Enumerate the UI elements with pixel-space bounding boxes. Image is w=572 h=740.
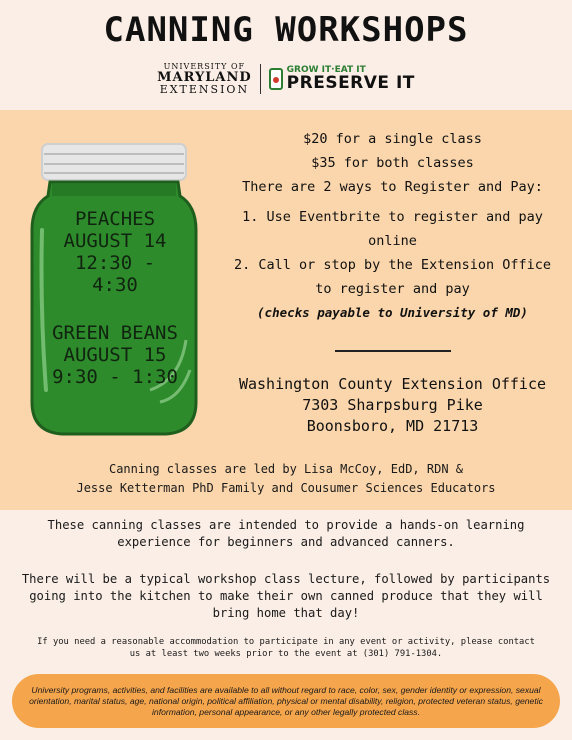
pricing-info <box>225 127 560 437</box>
price-both: $35 for both classes <box>311 155 474 171</box>
class2-name: GREEN BEANS <box>52 322 178 344</box>
office-city: Boonsboro, MD 21713 <box>306 417 479 435</box>
register-option-2a: 2. Call or stop by the Extension Office <box>234 257 551 273</box>
geip-text <box>287 66 415 92</box>
class-schedule <box>50 208 180 388</box>
register-ways: There are 2 ways to Register and Pay: <box>242 179 543 195</box>
office-street: 7303 Sharpsburg Pike <box>302 396 483 414</box>
accommodation-note <box>20 636 552 660</box>
description-p2 <box>20 571 552 622</box>
class1-date: AUGUST 14 <box>63 230 167 252</box>
umd-logo-line3: EXTENSION <box>159 83 250 96</box>
geip-big-text: PRESERVE IT <box>286 73 415 93</box>
class1-time: 12:30 - 4:30 <box>74 252 156 296</box>
instructors-line2: Jesse Ketterman PhD Family and Cousumer Sciences Educators <box>76 481 496 495</box>
jar-icon <box>269 68 283 90</box>
section-divider <box>335 350 451 352</box>
logo-divider <box>260 64 261 94</box>
grow-eat-preserve-logo <box>269 66 415 92</box>
office-name: Washington County Extension Office <box>238 375 547 393</box>
class2-time: 9:30 - 1:30 <box>52 366 178 388</box>
description-p2-line3: bring home that day! <box>212 606 360 620</box>
accommodation-line1: If you need a reasonable accommodation to participate in any event or activity, please contact <box>37 637 535 647</box>
nondiscrimination-text: University programs, activities, and facilities are available to all without regard to race, color, sex, gender identity or expression, sexual orientation, marital status, age, national origin, political affiliation, physical or mental disability, religion, protected veteran status, genetic information, personal appearance, or any other legally protected class. <box>29 684 543 717</box>
description-p2-line2: going into the kitchen to make their own canned produce that they will <box>29 589 543 603</box>
description <box>20 517 552 642</box>
accommodation-line2: us at least two weeks prior to the event at (301) 791-1304. <box>129 649 443 659</box>
class1-name: PEACHES <box>74 208 156 230</box>
umd-logo-line1: UNIVERSITY OF <box>163 62 246 71</box>
instructors-line1: Canning classes are led by Lisa McCoy, EdD, RDN & <box>108 462 463 476</box>
instructors <box>0 460 572 498</box>
description-p2-line1: There will be a typical workshop class lecture, followed by participants <box>21 572 551 586</box>
jar-lid <box>42 144 186 180</box>
nondiscrimination-footer <box>12 674 560 728</box>
header <box>0 0 572 108</box>
umd-extension-logo <box>157 63 252 95</box>
geip-small-text: GROW IT·EAT IT <box>286 65 366 75</box>
register-option-2b: to register and pay <box>315 281 470 297</box>
page-title: CANNING WORKSHOPS <box>103 10 469 50</box>
logo-row <box>0 62 572 96</box>
umd-logo-line2: MARYLAND <box>157 70 252 85</box>
price-single: $20 for a single class <box>303 131 482 147</box>
class2-date: AUGUST 15 <box>63 344 167 366</box>
checks-note: (checks payable to University of MD) <box>257 305 528 320</box>
register-option-1: 1. Use Eventbrite to register and pay online <box>242 209 543 249</box>
description-p1-line2: experience for beginners and advanced canners. <box>117 535 455 549</box>
description-p1 <box>20 517 552 551</box>
description-p1-line1: These canning classes are intended to provide a hands-on learning <box>47 518 525 532</box>
